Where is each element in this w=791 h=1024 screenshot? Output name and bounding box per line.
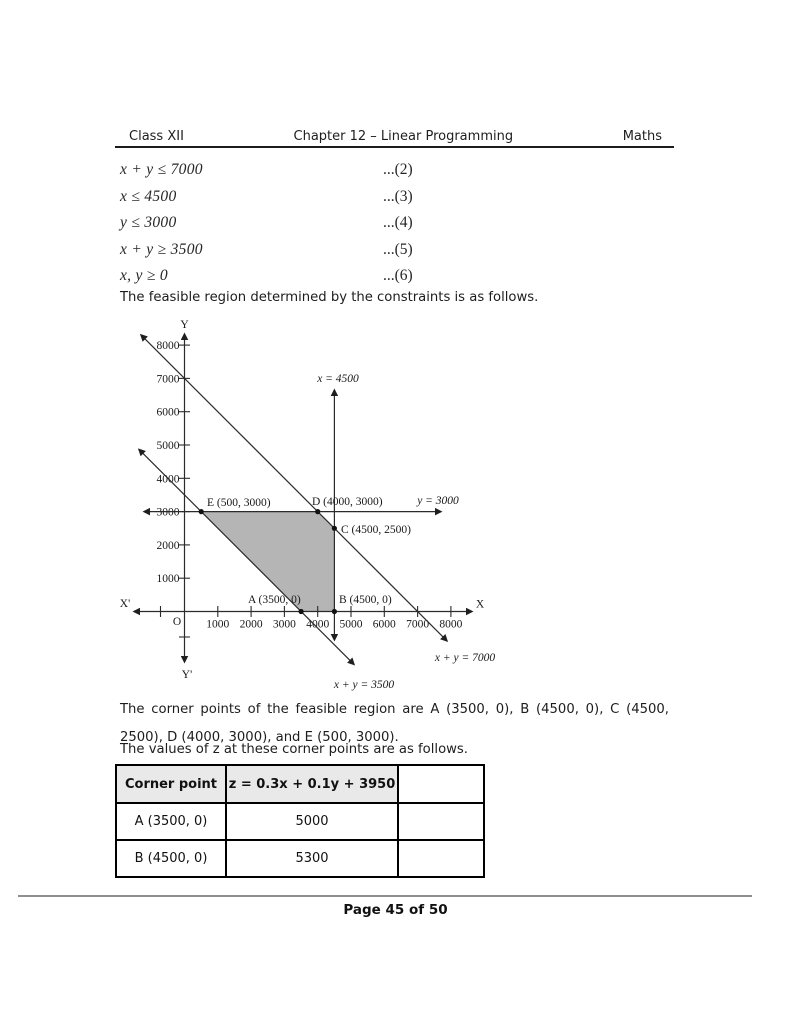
header-subject-label: Maths <box>622 129 662 144</box>
label-line-x-4500: x = 4500 <box>317 373 359 385</box>
point-label-c: C (4500, 2500) <box>341 524 411 536</box>
table-header-z-formula: z = 0.3x + 0.1y + 3950 <box>226 765 398 803</box>
y-tick-label: 4000 <box>156 473 180 486</box>
table-header-empty <box>398 765 484 803</box>
table-header-row <box>116 765 484 803</box>
constraint-number: ...(4) <box>383 214 413 232</box>
x-tick-label: 3000 <box>272 618 296 631</box>
footer-rule <box>18 895 752 897</box>
x-tick-label: 2000 <box>239 618 263 631</box>
y-tick-label: 3000 <box>156 506 180 519</box>
x-tick-label: 6000 <box>372 618 396 631</box>
x-tick-label: 5000 <box>339 618 363 631</box>
point-label-b: B (4500, 0) <box>339 594 392 606</box>
label-line-x-plus-y-7000: x + y = 7000 <box>434 652 496 664</box>
point-label-e: E (500, 3000) <box>207 497 271 509</box>
x-tick-label: 4000 <box>306 618 330 631</box>
constraint-number: ...(3) <box>383 187 413 205</box>
feasible-intro-paragraph: The feasible region determined by the constraints is as follows. <box>120 290 539 305</box>
constraint-expression: x + y ≤ 7000 <box>120 161 203 178</box>
y-tick-label: 8000 <box>156 340 180 353</box>
y-axis-label: Y <box>180 319 189 331</box>
table-cell-z-value: 5000 <box>226 803 398 840</box>
y-tick-label: 2000 <box>156 539 180 552</box>
y-tick-label: 1000 <box>156 573 180 586</box>
label-line-y-3000: y = 3000 <box>417 495 459 507</box>
point-dot-d <box>315 509 320 514</box>
constraint-number: ...(2) <box>383 161 413 178</box>
table-cell-empty <box>398 840 484 877</box>
z-values-paragraph: The values of z at these corner points are as follows. <box>120 742 468 757</box>
constraint-expression: x + y ≥ 3500 <box>120 240 203 258</box>
y-tick-label: 6000 <box>156 406 180 419</box>
constraint-expression: x ≤ 4500 <box>120 187 177 205</box>
table-cell-point: B (4500, 0) <box>116 840 226 877</box>
point-dot-c <box>332 526 337 531</box>
constraint-row <box>120 157 460 184</box>
page-header <box>115 129 674 144</box>
point-label-a: A (3500, 0) <box>248 594 301 606</box>
header-chapter-title: Chapter 12 – Linear Programming <box>293 129 514 144</box>
table-row <box>116 840 484 877</box>
origin-label: O <box>172 616 182 628</box>
x-tick-label: 7000 <box>406 618 430 631</box>
point-dot-e <box>199 509 204 514</box>
table-row <box>116 803 484 840</box>
constraint-number: ...(5) <box>383 240 413 258</box>
y-prime-axis-label: Y' <box>181 669 193 681</box>
point-dot-b <box>332 609 337 614</box>
point-label-d: D (4000, 3000) <box>312 496 383 508</box>
table-cell-z-value: 5300 <box>226 840 398 877</box>
constraint-row <box>120 237 460 264</box>
y-tick-label: 5000 <box>156 440 180 452</box>
feasible-region-figure <box>115 305 505 700</box>
x-prime-axis-label: X' <box>119 598 131 610</box>
table-header-corner-point: Corner point <box>116 765 226 803</box>
page-number: Page 45 of 50 <box>343 902 448 918</box>
point-dot-a <box>299 609 304 614</box>
x-axis-label: X <box>475 598 485 611</box>
x-tick-label: 1000 <box>206 618 230 631</box>
constraint-row <box>120 210 460 237</box>
constraint-expression: y ≤ 3000 <box>120 214 177 232</box>
header-rule <box>115 146 674 148</box>
constraint-number: ...(6) <box>383 267 413 285</box>
table-cell-point: A (3500, 0) <box>116 803 226 840</box>
constraint-row <box>120 184 460 211</box>
corner-points-table <box>115 764 485 878</box>
x-tick-label: 8000 <box>439 618 463 631</box>
table-cell-empty <box>398 803 484 840</box>
corner-points-paragraph: The corner points of the feasible region are A (3500, 0), B (4500, 0), C (4500, 2500), D (4000, 3000), and E (500, 3000). <box>120 702 669 745</box>
label-line-x-plus-y-3500: x + y = 3500 <box>333 679 395 691</box>
constraints-block <box>120 157 460 290</box>
header-class-label: Class XII <box>129 129 184 144</box>
constraint-row <box>120 263 460 290</box>
y-tick-label: 7000 <box>156 373 180 386</box>
constraint-expression: x, y ≥ 0 <box>120 267 168 285</box>
